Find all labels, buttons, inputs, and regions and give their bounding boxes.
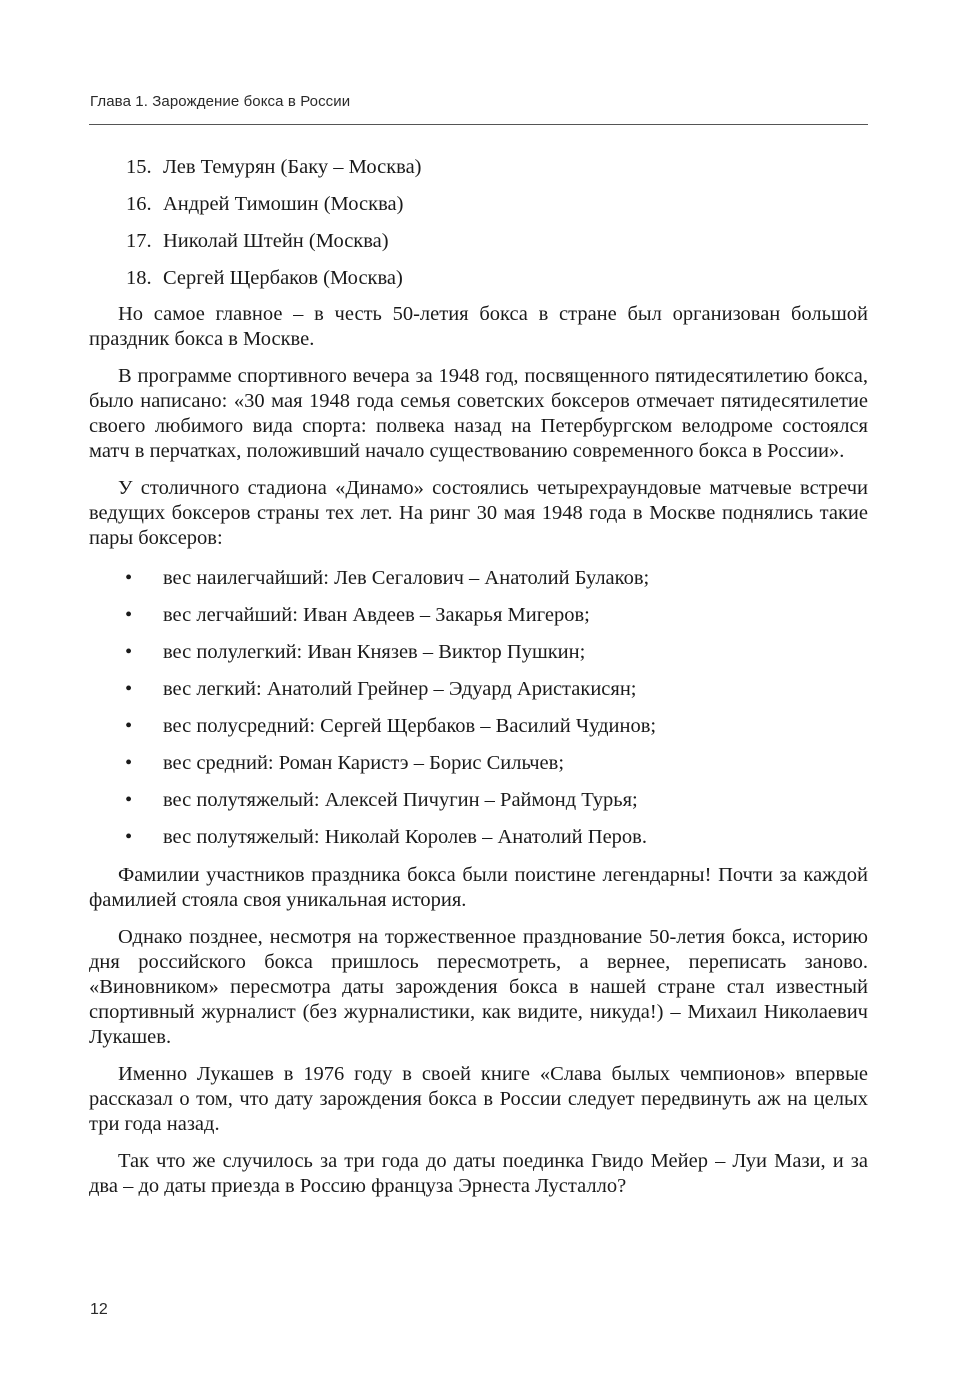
bullet-icon: • — [125, 567, 133, 589]
numbered-item — [89, 263, 868, 300]
bout-text: вес полутяжелый: Алексей Пичугин – Раймонд Турья; — [163, 789, 638, 811]
bullet-icon: • — [125, 641, 133, 663]
bout-item — [89, 600, 868, 637]
bout-text: вес легчайший: Иван Авдеев – Закарья Мигеров; — [163, 604, 590, 626]
paragraph: Фамилии участников праздника бокса были поистине легендарны! Почти за каждой фамилией стояла своя уникальная история. — [89, 864, 868, 911]
bout-item — [89, 711, 868, 748]
item-number: 18. — [126, 267, 152, 289]
item-number: 16. — [126, 193, 152, 215]
bout-text: вес наилегчайший: Лев Сегалович – Анатолий Булаков; — [163, 567, 650, 589]
bullet-icon: • — [125, 826, 133, 848]
paragraph: Именно Лукашев в 1976 году в своей книге «Слава былых чемпионов» впервые рассказал о том, что дату зарождения бокса в России следует передвинуть аж на целых три года назад. — [89, 1063, 868, 1135]
bout-item — [89, 563, 868, 600]
bout-item — [89, 674, 868, 711]
item-text: Сергей Щербаков (Москва) — [163, 267, 403, 289]
numbered-item — [89, 152, 868, 189]
bout-item — [89, 637, 868, 674]
bout-text: вес полусредний: Сергей Щербаков – Василий Чудинов; — [163, 715, 657, 737]
item-text: Лев Темурян (Баку – Москва) — [163, 156, 422, 178]
bout-text: вес средний: Роман Каристэ – Борис Сильчев; — [163, 752, 565, 774]
bout-text: вес полутяжелый: Николай Королев – Анатолий Перов. — [163, 826, 647, 848]
paragraph: У столичного стадиона «Динамо» состоялись четырехраундовые матчевые встречи ведущих боксеров страны тех лет. На ринг 30 мая 1948 года в Москве поднялись такие пары боксеров: — [89, 477, 868, 549]
item-text: Николай Штейн (Москва) — [163, 230, 389, 252]
bout-item — [89, 748, 868, 785]
item-number: 17. — [126, 230, 152, 252]
item-number: 15. — [126, 156, 152, 178]
bouts-list — [89, 563, 868, 859]
numbered-item — [89, 189, 868, 226]
paragraph: Однако позднее, несмотря на торжественное празднование 50-летия бокса, историю дня российского бокса пришлось пересмотреть, а вернее, переписать заново. «Виновником» пересмотра даты зарождения бокса в нашей стране стал известный спортивный журналист (без журналистики, как видите, никуда!) – Михаил Николаевич Лукашев. — [89, 926, 868, 1048]
bout-item — [89, 822, 868, 859]
paragraph: Так что же случилось за три года до даты поединка Гвидо Мейер – Луи Мази, и за два – до даты приезда в Россию француза Эрнеста Лусталло? — [89, 1150, 868, 1197]
bout-item — [89, 785, 868, 822]
bullet-icon: • — [125, 752, 133, 774]
paragraph: Но самое главное – в честь 50-летия бокса в стране был организован большой праздник бокса в Москве. — [89, 303, 868, 350]
bout-text: вес легкий: Анатолий Грейнер – Эдуард Аристакисян; — [163, 678, 637, 700]
header-rule — [89, 124, 868, 125]
page-body — [89, 152, 868, 1211]
bout-text: вес полулегкий: Иван Князев – Виктор Пушкин; — [163, 641, 586, 663]
bullet-icon: • — [125, 715, 133, 737]
numbered-item — [89, 226, 868, 263]
paragraph: В программе спортивного вечера за 1948 год, посвященного пятидесятилетию бокса, было написано: «30 мая 1948 года семья советских боксеров отмечает пятидесятилетие своего любимого вида спорта: полвека назад на Петербургском велодроме состоялся матч в перчатках, положивший начало существованию современного бокса в России». — [89, 365, 868, 462]
running-head: Глава 1. Зарождение бокса в России — [90, 93, 351, 110]
item-text: Андрей Тимошин (Москва) — [163, 193, 404, 215]
page-number: 12 — [90, 1301, 108, 1318]
bullet-icon: • — [125, 678, 133, 700]
bullet-icon: • — [125, 604, 133, 626]
numbered-list — [89, 152, 868, 300]
bullet-icon: • — [125, 789, 133, 811]
